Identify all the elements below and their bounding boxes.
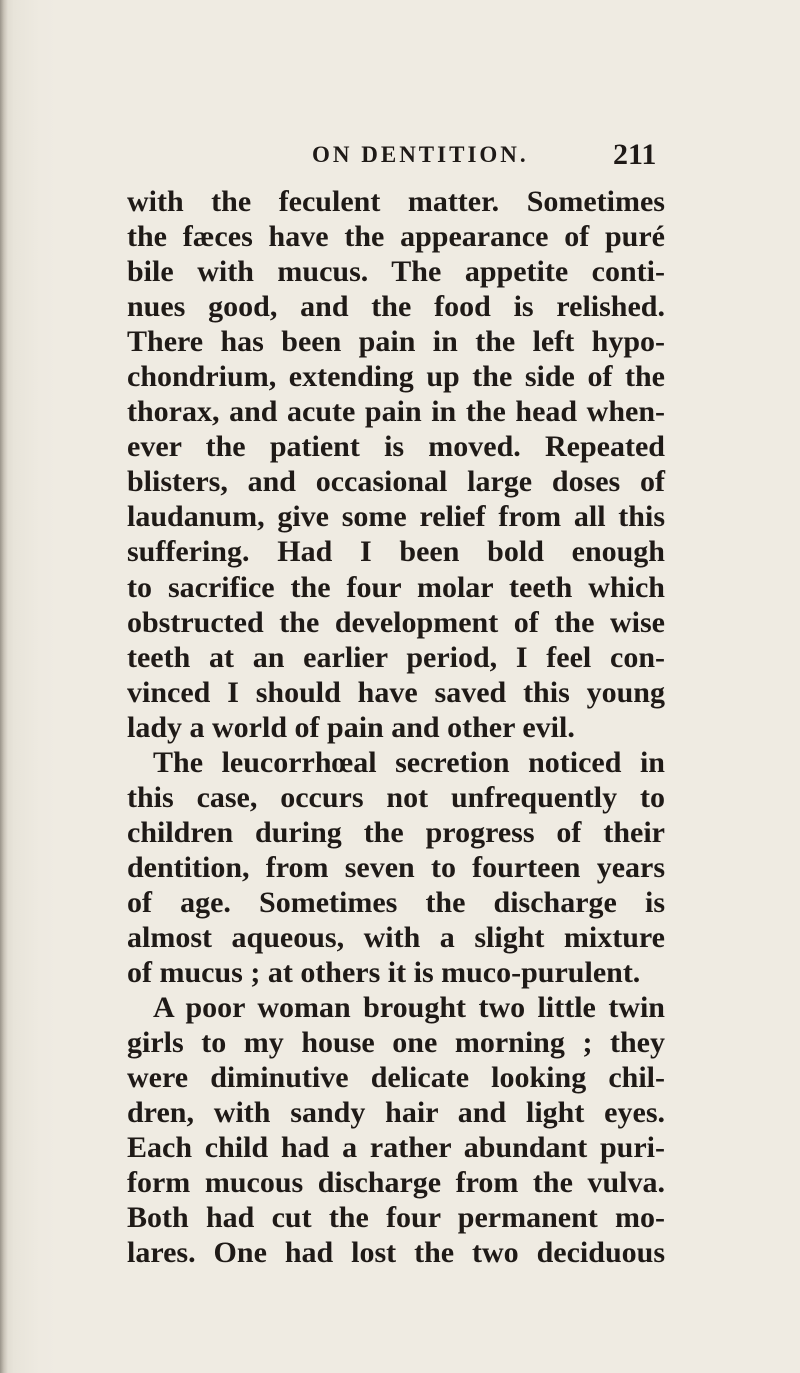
text-line: children during the progress of their <box>127 815 665 849</box>
text-line: chondrium, extending up the side of the <box>127 360 665 394</box>
text-line: dentition, from seven to fourteen years <box>127 850 665 884</box>
text-line: dren, with sandy hair and light eyes. <box>127 1096 665 1130</box>
paragraph-start-line: The leucorrhœal secretion noticed in <box>153 745 665 779</box>
text-line: Both had cut the four permanent mo- <box>127 1201 665 1235</box>
page-number: 211 <box>613 138 657 171</box>
paragraph-start-line: A poor woman brought two little twin <box>153 991 665 1025</box>
text-line: of age. Sometimes the discharge is <box>127 885 665 919</box>
text-line: vinced I should have saved this young <box>127 675 665 709</box>
text-line: of mucus ; at others it is muco-purulent. <box>127 956 641 990</box>
body-text <box>127 184 665 1270</box>
text-line: lady a world of pain and other evil. <box>127 710 575 744</box>
text-line: ever the patient is moved. Repeated <box>127 430 665 464</box>
text-line: lares. One had lost the two deciduous <box>127 1236 665 1270</box>
text-line: with the feculent matter. Sometimes <box>127 185 665 218</box>
running-head-title: ON DENTITION. <box>312 142 529 167</box>
text-line: almost aqueous, with a slight mixture <box>127 920 665 954</box>
text-line: Each child had a rather abundant puri- <box>127 1131 665 1165</box>
text-line: the fæces have the appearance of puré <box>127 220 665 254</box>
text-line: laudanum, give some relief from all this <box>127 500 665 534</box>
page-binding-edge <box>0 0 8 1373</box>
text-line: obstructed the development of the wise <box>127 605 665 639</box>
text-line: nues good, and the food is relished. <box>127 290 665 324</box>
text-line: bile with mucus. The appetite conti- <box>127 255 665 289</box>
text-line: suffering. Had I been bold enough <box>127 535 665 569</box>
text-line: There has been pain in the left hypo- <box>127 325 665 359</box>
running-head <box>0 138 800 178</box>
text-line: form mucous discharge from the vulva. <box>127 1166 665 1200</box>
text-line: teeth at an earlier period, I feel con- <box>127 640 665 674</box>
text-line: this case, occurs not unfrequently to <box>127 780 665 814</box>
text-line: were diminutive delicate looking chil- <box>127 1061 665 1095</box>
text-line: thorax, and acute pain in the head when- <box>127 395 665 429</box>
text-line: to sacrifice the four molar teeth which <box>127 570 665 604</box>
text-line: blisters, and occasional large doses of <box>127 465 665 499</box>
text-line: girls to my house one morning ; they <box>127 1026 665 1060</box>
